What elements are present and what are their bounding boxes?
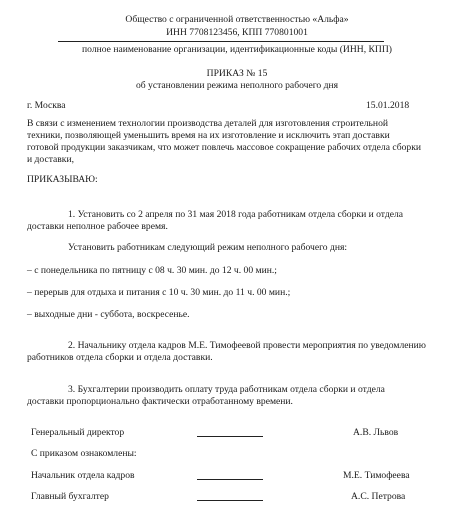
accountant-title: Главный бухгалтер	[31, 491, 109, 502]
hr-signature-line	[197, 479, 263, 480]
schedule-item: – выходные дни - суббота, воскресенье.	[27, 309, 190, 320]
director-signature-line	[197, 436, 263, 437]
item-1-line: доставки неполное рабочее время.	[27, 221, 168, 232]
preamble-line: готовой продукции заказчикам, что может повлечь массовое сокращение рабочих отдела сборки	[27, 142, 421, 153]
item-1-line: 1. Установить со 2 апреля по 31 мая 2018 года работникам отдела сборки и отдела	[68, 209, 404, 220]
director-name: А.В. Львов	[353, 427, 399, 438]
organization-codes: ИНН 7708123456, КПП 770801001	[166, 27, 308, 38]
hr-name: М.Е. Тимофеева	[343, 470, 410, 481]
accountant-signature-line	[197, 500, 263, 501]
director-title: Генеральный директор	[31, 427, 125, 438]
hr-title: Начальник отдела кадров	[31, 470, 135, 481]
organization-name: Общество с ограниченной ответственностью «Альфа»	[125, 14, 349, 25]
schedule-item: – перерыв для отдыха и питания с 10 ч. 30 мин. до 11 ч. 00 мин.;	[27, 287, 291, 298]
orders-heading: ПРИКАЗЫВАЮ:	[27, 174, 98, 185]
order-city: г. Москва	[27, 100, 66, 111]
preamble-line: В связи с изменением технологии производства деталей для изготовления строительной	[27, 118, 389, 129]
schedule-item: – с понедельника по пятницу с 08 ч. 30 мин. до 12 ч. 00 мин.;	[27, 265, 277, 276]
header-rule	[58, 41, 384, 42]
preamble-line: техники, позволяющей уменьшить время на их изготовление и исключить этап доставки	[27, 130, 390, 141]
item-3-line: доставки пропорционально фактически отработанному времени.	[27, 396, 293, 407]
schedule-intro: Установить работникам следующий режим неполного рабочего дня:	[68, 242, 348, 253]
item-2-line: 2. Начальнику отдела кадров М.Е. Тимофеевой провести мероприятия по уведомлению	[68, 340, 426, 351]
order-date: 15.01.2018	[366, 100, 410, 111]
preamble-line: и доставки,	[27, 154, 74, 165]
order-title: ПРИКАЗ № 15	[206, 68, 268, 79]
accountant-name: А.С. Петрова	[351, 491, 406, 502]
order-subject: об установлении режима неполного рабочего дня	[135, 80, 339, 91]
acquainted-label: С приказом ознакомлены:	[31, 448, 137, 459]
item-2-line: работников отдела сборки и отдела доставки.	[27, 352, 213, 363]
header-caption: полное наименование организации, идентификационные коды (ИНН, КПП)	[82, 44, 392, 55]
item-3-line: 3. Бухгалтерии производить оплату труда работникам отдела сборки и отдела	[68, 384, 385, 395]
